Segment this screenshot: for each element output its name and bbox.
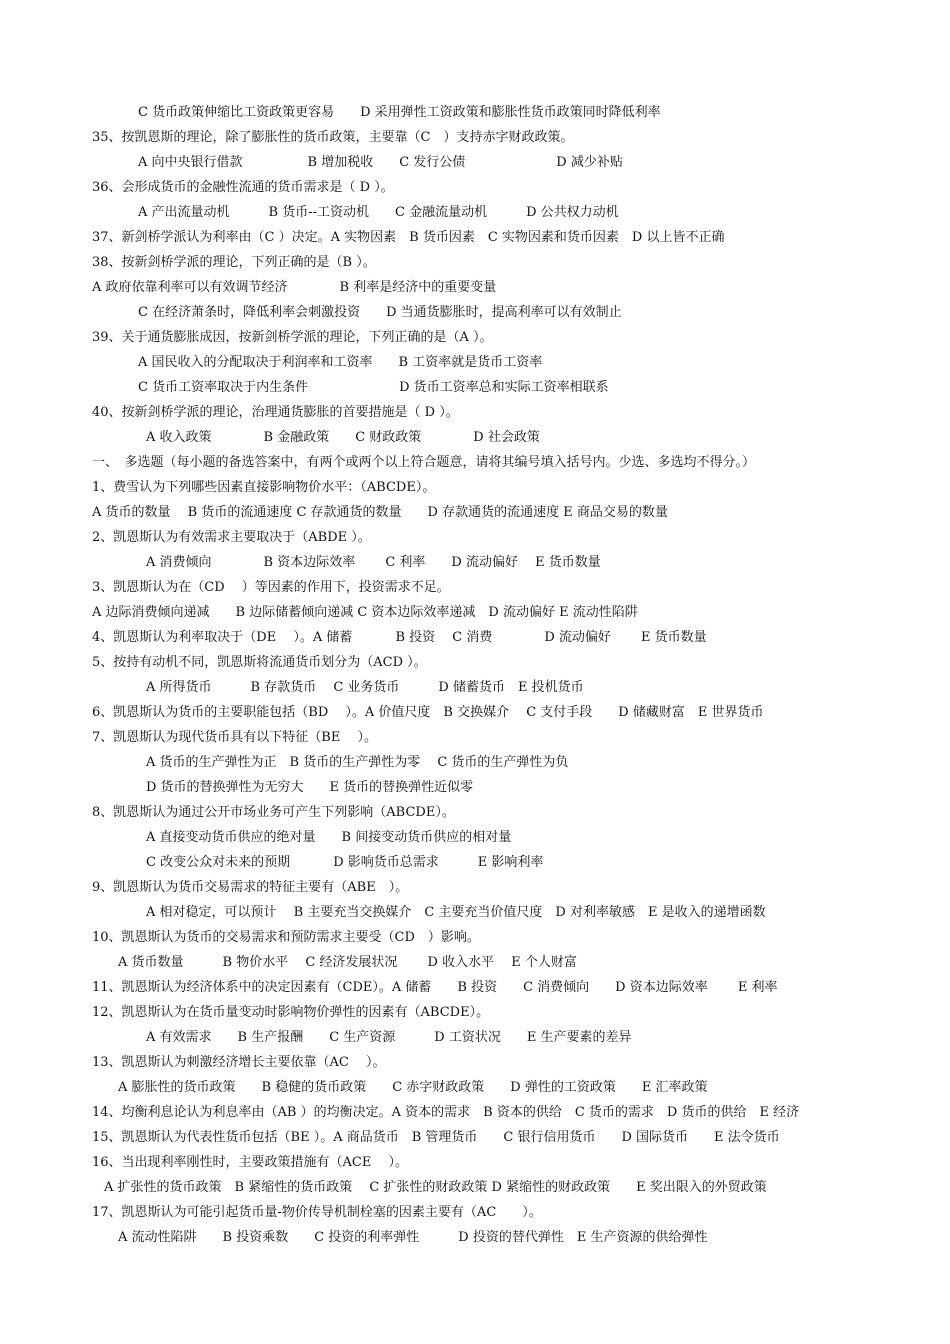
mq7-options-abc: A 货币的生产弹性为正 B 货币的生产弹性为零 C 货币的生产弹性为负 (146, 755, 569, 770)
mq8-options-ab: A 直接变动货币供应的绝对量 B 间接变动货币供应的相对量 (146, 830, 512, 845)
q36-stem: 36、会形成货币的金融性流通的货币需求是（ D ）。 (92, 180, 394, 195)
mq17-stem: 17、凯恩斯认为可能引起货币量-物价传导机制栓塞的因素主要有（AC ）。 (92, 1205, 542, 1220)
mq16-options: A 扩张性的货币政策 B 紧缩性的货币政策 C 扩张性的财政政策 D 紧缩性的财政政策 E 奖出限入的外贸政策 (104, 1180, 767, 1195)
mq5-stem: 5、按持有动机不同，凯恩斯将流通货币划分为（ACD ）。 (92, 655, 427, 670)
mq7-stem: 7、凯恩斯认为现代货币具有以下特征（BE ）。 (92, 730, 377, 745)
q39-options-ab: A 国民收入的分配取决于利润率和工资率 B 工资率就是货币工资率 (138, 355, 543, 370)
q35-options: A 向中央银行借款 B 增加税收 C 发行公债 D 减少补贴 (138, 155, 623, 170)
q40-options: A 收入政策 B 金融政策 C 财政政策 D 社会政策 (146, 430, 540, 445)
mq3-options: A 边际消费倾向递减 B 边际储蓄倾向递减 C 资本边际效率递减 D 流动偏好 E 流动性陷阱 (92, 605, 638, 620)
q39-options-cd: C 货币工资率取决于内生条件 D 货币工资率总和实际工资率相联系 (138, 380, 609, 395)
mq16-stem: 16、当出现利率刚性时，主要政策措施有（ACE ）。 (92, 1155, 408, 1170)
q34-options-cd: C 货币政策伸缩比工资政策更容易 D 采用弹性工资政策和膨胀性货币政策同时降低利率 (138, 105, 661, 120)
mq7-options-de: D 货币的替换弹性为无穷大 E 货币的替换弹性近似零 (146, 780, 474, 795)
q35-stem: 35、按凯恩斯的理论，除了膨胀性的货币政策，主要靠（C ）支持赤字财政政策。 (92, 130, 574, 145)
mq3-stem: 3、凯恩斯认为在（CD ）等因素的作用下，投资需求不足。 (92, 580, 450, 595)
mq9-stem: 9、凯恩斯认为货币交易需求的特征主要有（ABE ）。 (92, 880, 409, 895)
mq9-options: A 相对稳定，可以预计 B 主要充当交换媒介 C 主要充当价值尺度 D 对利率敏感 E 是收入的递增函数 (146, 905, 766, 920)
q38-stem: 38、按新剑桥学派的理论，下列正确的是（B ）。 (92, 255, 376, 270)
q37-stem: 37、新剑桥学派认为利率由（C ）决定。A 实物因素 B 货币因素 C 实物因素和货币因素 D 以上皆不正确 (92, 230, 725, 245)
q38-options-ab: A 政府依靠利率可以有效调节经济 B 利率是经济中的重要变量 (92, 280, 497, 295)
mq10-stem: 10、凯恩斯认为货币的交易需求和预防需求主要受（CD ）影响。 (92, 930, 480, 945)
mq4-stem: 4、凯恩斯认为利率取决于（DE ）。A 储蓄 B 投资 C 消费 D 流动偏好 E 货币数量 (92, 630, 707, 645)
q39-stem: 39、关于通货膨胀成因，按新剑桥学派的理论，下列正确的是（A ）。 (92, 330, 493, 345)
section-heading-multiple-choice: 一、 多选题（每小题的备选答案中，有两个或两个以上符合题意，请将其编号填入括号内。少选、多选均不得分。） (92, 455, 756, 470)
mq17-options: A 流动性陷阱 B 投资乘数 C 投资的利率弹性 D 投资的替代弹性 E 生产资源的供给弹性 (118, 1230, 708, 1245)
mq15-stem: 15、凯恩斯认为代表性货币包括（BE ）。A 商品货币 B 管理货币 C 银行信用货币 D 国际货币 E 法令货币 (92, 1130, 780, 1145)
mq12-options: A 有效需求 B 生产报酬 C 生产资源 D 工资状况 E 生产要素的差异 (146, 1030, 632, 1045)
mq1-options: A 货币的数量 B 货币的流通速度 C 存款通货的数量 D 存款通货的流通速度 E 商品交易的数量 (92, 505, 668, 520)
mq13-stem: 13、凯恩斯认为刺激经济增长主要依靠（AC ）。 (92, 1055, 386, 1070)
mq1-stem: 1、费雪认为下列哪些因素直接影响物价水平：（ABCDE）。 (92, 480, 436, 495)
q36-options: A 产出流量动机 B 货币--工资动机 C 金融流量动机 D 公共权力动机 (138, 205, 619, 220)
mq8-options-cde: C 改变公众对未来的预期 D 影响货币总需求 E 影响利率 (146, 855, 544, 870)
mq13-options: A 膨胀性的货币政策 B 稳健的货币政策 C 赤字财政政策 D 弹性的工资政策 E 汇率政策 (118, 1080, 708, 1095)
mq6-stem: 6、凯恩斯认为货币的主要职能包括（BD ）。A 价值尺度 B 交换媒介 C 支付手段 D 储藏财富 E 世界货币 (92, 705, 764, 720)
mq14-stem: 14、均衡利息论认为利息率由（AB ）的均衡决定。A 资本的需求 B 资本的供给 C 货币的需求 D 货币的供给 E 经济 (92, 1105, 800, 1120)
q40-stem: 40、按新剑桥学派的理论，治理通货膨胀的首要措施是（ D ）。 (92, 405, 459, 420)
mq12-stem: 12、凯恩斯认为在货币量变动时影响物价弹性的因素有（ABCDE）。 (92, 1005, 490, 1020)
mq10-options: A 货币数量 B 物价水平 C 经济发展状况 D 收入水平 E 个人财富 (118, 955, 577, 970)
mq5-options: A 所得货币 B 存款货币 C 业务货币 D 储蓄货币 E 投机货币 (146, 680, 584, 695)
mq8-stem: 8、凯恩斯认为通过公开市场业务可产生下列影响（ABCDE）。 (92, 805, 455, 820)
q38-options-cd: C 在经济萧条时，降低利率会刺激投资 D 当通货膨胀时，提高利率可以有效制止 (138, 305, 622, 320)
mq2-options: A 消费倾向 B 资本边际效率 C 利率 D 流动偏好 E 货币数量 (146, 555, 601, 570)
mq11-stem: 11、凯恩斯认为经济体系中的决定因素有（CDE）。A 储蓄 B 投资 C 消费倾向 D 资本边际效率 E 利率 (92, 980, 778, 995)
mq2-stem: 2、凯恩斯认为有效需求主要取决于（ABDE ）。 (92, 530, 371, 545)
